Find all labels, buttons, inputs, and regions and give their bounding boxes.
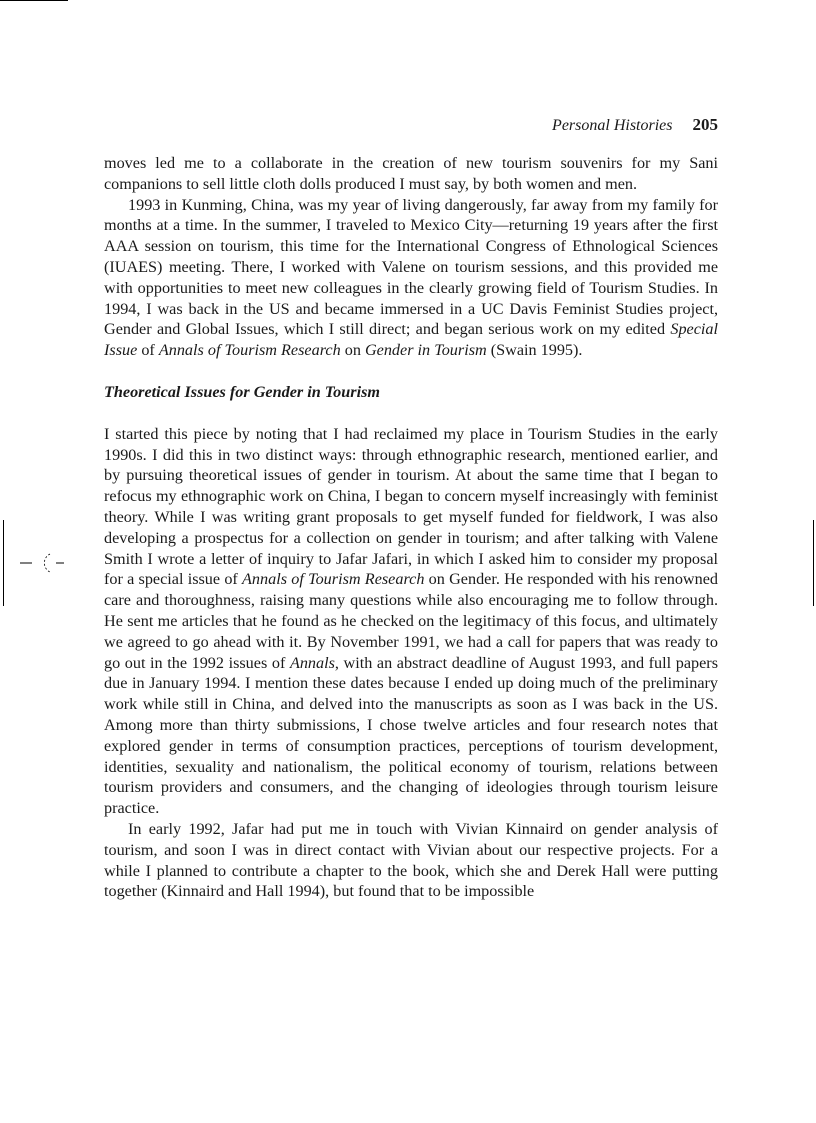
italic-annals-title: Annals of Tourism Research: [158, 341, 341, 360]
page-number: 205: [692, 115, 718, 134]
running-title: Personal Histories: [552, 117, 673, 134]
paragraph-2: [104, 195, 718, 361]
paragraph-2-text: 1993 in Kunming, China, was my year of living dangerously, far away from my family for months at a time. In the summer, I traveled to Mexico City—returning 19 years after the first AAA session on tourism, this time for the International Congress of Ethnological Sciences (IUAES) meeting. There, I worked with Valene on tourism sessions, and this provided me with opportunities to meet new colleagues in the clearly growing field of Tourism Studies. In 1994, I was back in the US and became immersed in a UC Davis Feminist Studies project, Gender and Global Issues, which I still direct; and began serious work on my edited: [104, 195, 718, 339]
page-body: [104, 153, 718, 902]
paragraph-2-text-4: (Swain 1995).: [486, 341, 583, 360]
paragraph-2-text-2: of: [137, 341, 159, 360]
section-heading: Theoretical Issues for Gender in Tourism: [104, 382, 380, 401]
running-header: [104, 114, 718, 137]
paragraph-3: [104, 424, 718, 819]
paragraph-3-text: I started this piece by noting that I had reclaimed my place in Tourism Studies in the early 1990s. I did this in two distinct ways: through ethnographic research, mentioned earlier, and by pursuing theoretical issues of gender in tourism. At about the same time that I began to refocus my ethnographic work on China, I began to concern myself increasingly with feminist theory. While I was writing grant proposals to get myself funded for fieldwork, I was also developing a prospectus for a collection on gender in tourism; and after talking with Valene Smith I wrote a letter of inquiry to Jafar Jafari, in which I asked him to consider my proposal for a special issue of: [104, 424, 718, 589]
italic-special-issue: Special Issue: [104, 320, 718, 360]
registration-mark-icon: [20, 546, 68, 576]
paragraph-1: moves led me to a collaborate in the creation of new tourism souvenirs for my Sani companions to sell little cloth dolls produced I must say, by both women and men.: [104, 154, 718, 193]
crop-mark-top: [0, 0, 68, 1]
crop-mark-right: [813, 520, 814, 606]
paragraph-3-text-3: , with an abstract deadline of August 1993, and full papers due in January 1994. I mention these dates because I ended up doing much of the preliminary work while still in China, and delved into the manuscripts as soon as I was back in the US. Among more than thirty submissions, I chose twelve articles and four research notes that explored gender in terms of consumption practices, perceptions of tourism development, identities, sexuality and nationalism, the political economy of tourism, relations between tourism providers and consumers, and the changing of ideologies through tourism leisure practice.: [104, 653, 718, 818]
italic-annals: Annals: [289, 653, 335, 672]
paragraph-2-text-3: on: [340, 341, 365, 360]
crop-mark-left: [3, 520, 4, 606]
paragraph-3-text-2: on Gender. He responded with his renowned care and thoroughness, raising many questions while also encouraging me to follow through. He sent me articles that he found as he checked on the legitimacy of this focus, and ultimately we agreed to go ahead with it. By November 1991, we had a call for papers that was ready to go out in the 1992 issues of: [104, 570, 718, 672]
italic-annals-title-2: Annals of Tourism Research: [242, 570, 425, 589]
paragraph-4: In early 1992, Jafar had put me in touch with Vivian Kinnaird on gender analysis of tourism, and soon I was in direct contact with Vivian about our respective projects. For a while I planned to contribute a chapter to the book, which she and Derek Hall were putting together (Kinnaird and Hall 1994), but found that to be impossible: [104, 819, 718, 901]
italic-gender-in-tourism: Gender in Tourism: [364, 341, 487, 360]
